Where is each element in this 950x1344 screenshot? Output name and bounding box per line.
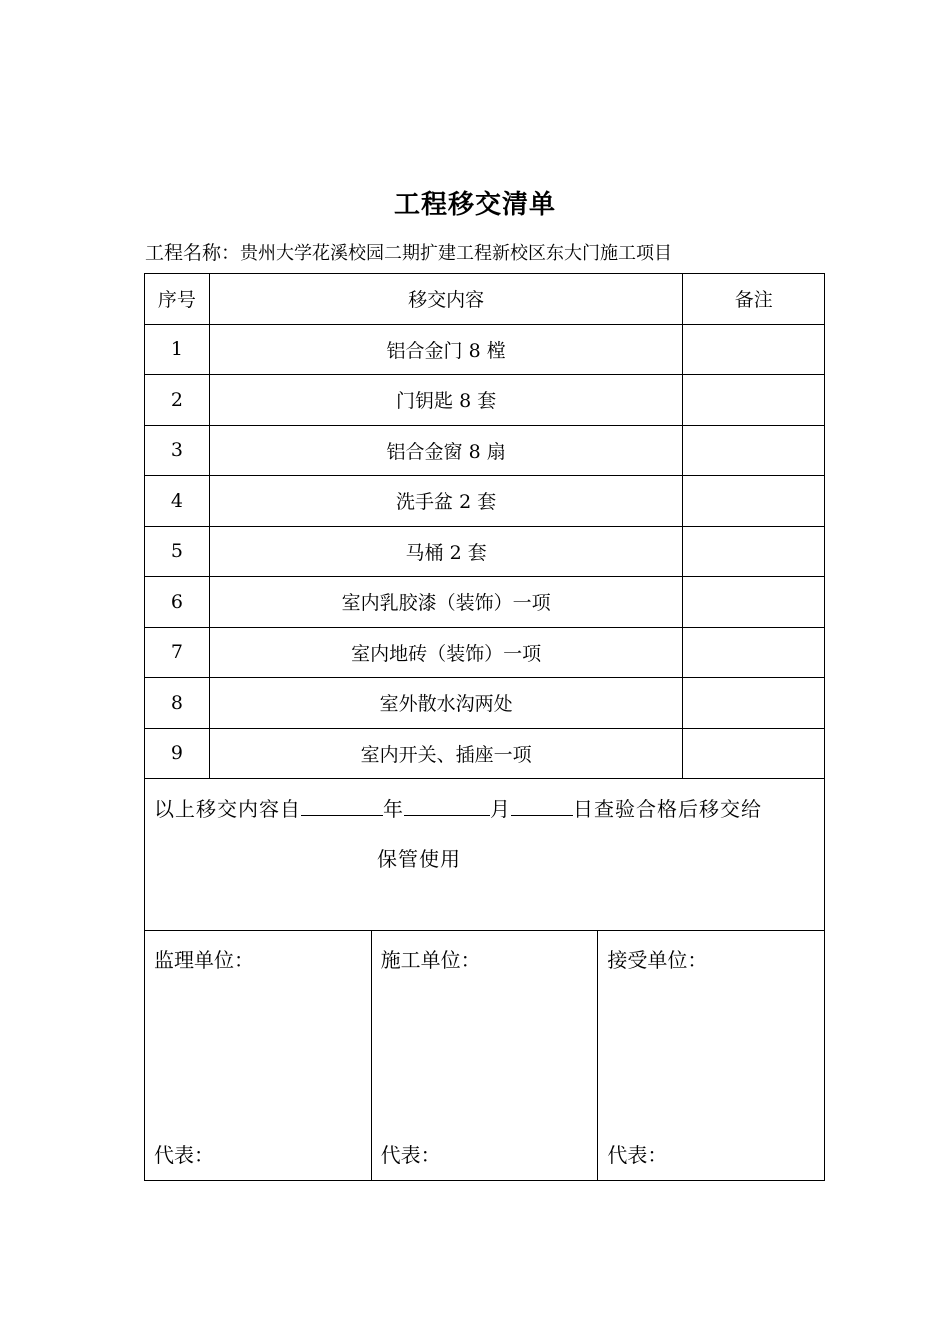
row-content: 铝合金窗 8 扇 — [209, 425, 683, 476]
row-note — [683, 375, 825, 426]
table-row — [145, 678, 825, 729]
handover-statement — [144, 779, 825, 931]
row-note — [683, 425, 825, 476]
supervisor-cell — [145, 931, 372, 1180]
row-no: 8 — [145, 678, 210, 729]
statement-month: 月 — [490, 797, 511, 821]
row-content: 室内地砖（装饰）一项 — [209, 627, 683, 678]
table-row — [145, 728, 825, 779]
table-row — [145, 476, 825, 527]
row-no: 3 — [145, 425, 210, 476]
statement-suffix: 日查验合格后移交给 — [573, 797, 762, 821]
contractor-cell — [372, 931, 599, 1180]
table-row — [145, 526, 825, 577]
row-no: 6 — [145, 577, 210, 628]
row-no: 5 — [145, 526, 210, 577]
row-no: 7 — [145, 627, 210, 678]
header-content: 移交内容 — [209, 274, 683, 325]
table-row — [145, 324, 825, 375]
row-content: 室内开关、插座一项 — [209, 728, 683, 779]
row-content: 室内乳胶漆（装饰）一项 — [209, 577, 683, 628]
day-blank — [511, 795, 573, 816]
row-note — [683, 627, 825, 678]
row-note — [683, 324, 825, 375]
contractor-label: 施工单位： — [380, 948, 481, 972]
receiver-rep-label: 代表： — [607, 1143, 668, 1167]
project-name-line — [145, 238, 672, 265]
document-title: 工程移交清单 — [393, 190, 556, 220]
table-row — [145, 375, 825, 426]
row-content: 室外散水沟两处 — [209, 678, 683, 729]
table-row — [145, 627, 825, 678]
receiver-label: 接受单位： — [607, 948, 708, 972]
row-no: 2 — [145, 375, 210, 426]
supervisor-label: 监理单位： — [154, 948, 254, 972]
row-no: 4 — [145, 476, 210, 527]
handover-table — [144, 273, 825, 779]
header-note: 备注 — [683, 274, 825, 325]
row-no: 9 — [145, 728, 210, 779]
row-content: 马桶 2 套 — [209, 526, 683, 577]
row-note — [683, 678, 825, 729]
month-blank — [404, 795, 490, 816]
receiver-cell — [598, 931, 824, 1180]
row-content: 铝合金门 8 樘 — [209, 324, 683, 375]
row-note — [683, 577, 825, 628]
statement-line2: 保管使用 — [377, 847, 461, 871]
row-note — [683, 476, 825, 527]
year-blank — [301, 795, 383, 816]
row-content: 门钥匙 8 套 — [209, 375, 683, 426]
table-header-row — [145, 274, 825, 325]
row-no: 1 — [145, 324, 210, 375]
row-note — [683, 728, 825, 779]
signature-section — [144, 930, 825, 1181]
project-name-value: 贵州大学花溪校园二期扩建工程新校区东大门施工项目 — [240, 243, 673, 264]
header-no: 序号 — [145, 274, 210, 325]
row-content: 洗手盆 2 套 — [209, 476, 683, 527]
project-name-label: 工程名称： — [145, 242, 241, 264]
row-note — [683, 526, 825, 577]
table-row — [145, 425, 825, 476]
contractor-rep-label: 代表： — [380, 1143, 441, 1167]
supervisor-rep-label: 代表： — [154, 1143, 214, 1167]
statement-line — [154, 793, 762, 822]
statement-prefix: 以上移交内容自 — [154, 797, 301, 821]
statement-year: 年 — [383, 797, 404, 821]
table-row — [145, 577, 825, 628]
